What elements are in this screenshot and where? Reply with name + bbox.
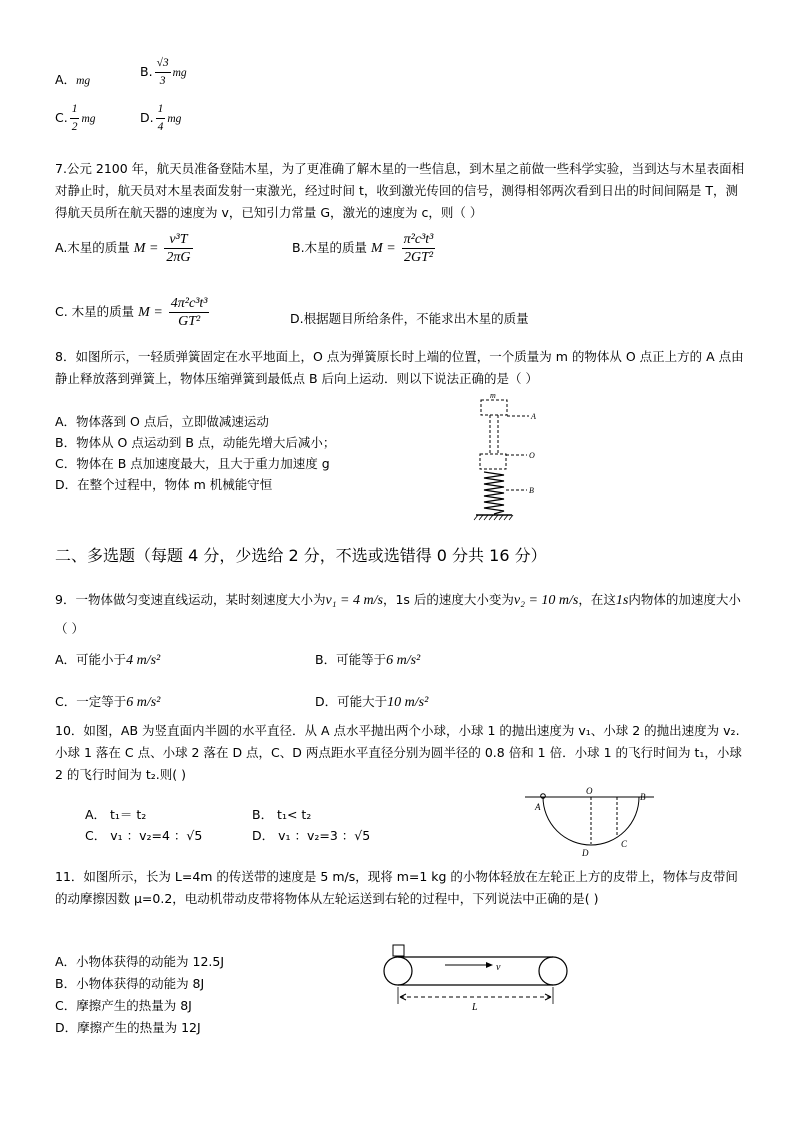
q8-options xyxy=(55,411,335,495)
q11-arrow-head xyxy=(486,962,493,968)
q7-stem: 7.公元 2100 年，航天员准备登陆木星，为了更准确了解木星的一些信息，到木星之前做一些科学实验，当到达与木星表面相对静止时，航天员对木星表面发射一束激光，经过时间 t，收到激光传回的信号，测得相邻两次看到日出的时间间隔是 T，测得航天员所在航天器的速度为 v，已知引力常量 G，激光的速度为 c，则（ ） xyxy=(55,161,745,220)
q8-box-at-o xyxy=(480,454,506,469)
q8-option-c: C．物体在 B 点加速度最大，且大于重力加速度 g xyxy=(55,456,330,471)
q8-box-at-a xyxy=(481,400,507,415)
q6-b-fraction xyxy=(155,56,171,89)
q7-option-a xyxy=(55,232,195,265)
q6-c-tail: mg xyxy=(81,113,96,125)
q6-c-num: 1 xyxy=(70,102,80,119)
q6-d-num: 1 xyxy=(156,102,166,119)
q9-c-text: C．一定等于 xyxy=(55,694,127,709)
q9-v2: v₂ = 10 m/s xyxy=(513,593,579,608)
q9-stem-part1: 9．一物体做匀变速直线运动，某时刻速度大小为 xyxy=(55,592,326,607)
q7-c-den: GT² xyxy=(178,314,201,329)
q7-b-text: B.木星的质量 xyxy=(292,240,368,255)
q6-d-tail: mg xyxy=(167,113,182,125)
q9-d-text: D．可能大于 xyxy=(315,694,388,709)
q11-option-d: D．摩擦产生的热量为 12J xyxy=(55,1020,201,1035)
q9-stem-part3: ，在这 xyxy=(578,592,616,607)
q7-a-lhs: M = xyxy=(133,241,159,256)
q7-c-fraction xyxy=(169,296,210,329)
q9-a-text: A．可能小于 xyxy=(55,652,127,667)
q10-option-b: B． t₁< t₂ xyxy=(252,807,312,822)
q9-d-val: 10 m/s² xyxy=(387,695,429,710)
q10-label-b: B xyxy=(640,792,646,802)
q11-conveyor-figure xyxy=(380,942,575,1017)
q10-option-c: C． v₁ ：v₂=4 ：√5 xyxy=(85,828,203,843)
q11-stem: 11．如图所示，长为 L=4m 的传送带的速度是 5 m/s，现将 m=1 kg 的小物体轻放在左轮正上方的皮带上，物体与皮带间的动摩擦因数 μ=0.2，电动机带动皮带将物体从左轮运送到右轮的过程中，下列说法中正确的是( ) xyxy=(55,869,738,906)
section2-title: 二、多选题（每题 4 分，少选给 2 分，不选或选错得 0 分共 16 分） xyxy=(55,546,547,565)
q9-a-val: 4 m/s² xyxy=(126,653,161,668)
q6-b-label: B. xyxy=(140,64,153,79)
q6-c-den: 2 xyxy=(71,121,78,133)
q7-a-den: 2πG xyxy=(166,250,191,265)
q8-label-m: m xyxy=(490,391,496,400)
q11-label-v: v xyxy=(496,962,501,973)
q9-stem xyxy=(55,586,745,643)
q7-b-fraction xyxy=(402,232,436,265)
q11-right-wheel xyxy=(539,957,567,985)
q9-v1: v₁ = 4 m/s xyxy=(325,593,383,608)
q10-semicircle-figure xyxy=(525,783,665,863)
q7-option-c xyxy=(55,296,211,329)
q10-option-d: D． v₁ ：v₂=3 ：√5 xyxy=(252,828,371,843)
q9-b-val: 6 m/s² xyxy=(386,653,421,668)
q9-b-text: B．可能等于 xyxy=(315,652,387,667)
q8-label-b: B xyxy=(529,486,534,495)
q6-a-expr: mg xyxy=(76,75,91,87)
q6-b-num: √3 xyxy=(155,56,171,73)
q7-a-text: A.木星的质量 xyxy=(55,240,130,255)
q9-option-b xyxy=(315,650,420,669)
q10-label-o: O xyxy=(586,786,593,796)
q8-stem: 8．如图所示，一轻质弹簧固定在水平地面上，O 点为弹簧原长时上端的位置，一个质量为 m 的物体从 O 点正上方的 A 点由静止释放落到弹簧上，物体压缩弹簧到最低点 B 后向上运动．则以下说法正确的是（ ） xyxy=(55,349,744,386)
q6-b-den: 3 xyxy=(159,75,166,87)
q6-option-d xyxy=(140,102,181,135)
q7-c-lhs: M = xyxy=(138,305,163,320)
q10-stem: 10．如图，AB 为竖直面内半圆的水平直径．从 A 点水平抛出两个小球，小球 1 的抛出速度为 v₁、小球 2 的抛出速度为 v₂.小球 1 落在 C 点、小球 2 落在 D 点，C、D 两点距水平直径分别为圆半径的 0.8 倍和 1 倍．小球 1 的飞行时间为 t₁，小球 2 的飞行时间为 t₂.则( ) xyxy=(55,723,742,782)
q6-option-b xyxy=(140,56,187,89)
q9-t: 1s xyxy=(615,593,629,608)
q9-option-d xyxy=(315,692,428,711)
q8-option-b: B．物体从 O 点运动到 B 点，动能先增大后减小； xyxy=(55,435,336,450)
q8-label-a: A xyxy=(531,412,536,421)
q7-option-d: D.根据题目所给条件，不能求出木星的质量 xyxy=(290,311,529,326)
q7-b-den: 2GT² xyxy=(403,250,434,265)
q7-a-num: v³T xyxy=(164,232,192,249)
q7-c-num: 4π²c³t³ xyxy=(170,296,208,311)
q10-label-c: C xyxy=(621,839,628,849)
q6-a-label: A． xyxy=(55,72,77,87)
q8-option-d: D．在整个过程中，物体 m 机械能守恒 xyxy=(55,477,273,492)
q6-d-den: 4 xyxy=(157,121,164,133)
q6-option-a xyxy=(55,70,90,88)
q11-block xyxy=(393,945,404,956)
q6-option-c xyxy=(55,102,96,135)
q9-option-c xyxy=(55,692,160,711)
q9-c-val: 6 m/s² xyxy=(126,695,161,710)
q10-label-d: D xyxy=(582,848,589,858)
q7-c-text: C. 木星的质量 xyxy=(55,304,135,319)
q11-option-c: C．摩擦产生的热量为 8J xyxy=(55,998,192,1013)
q6-b-tail: mg xyxy=(172,67,187,79)
q8-spring xyxy=(484,472,504,514)
q7-option-b xyxy=(292,232,437,265)
q8-spring-figure xyxy=(470,392,560,527)
q9-stem-part2: ，1s 后的速度大小变为 xyxy=(382,592,514,607)
q7-b-lhs: M = xyxy=(371,241,396,256)
q7-b-num: π²c³t³ xyxy=(403,232,434,247)
q10-label-a: A xyxy=(535,802,541,812)
q11-option-b: B．小物体获得的动能为 8J xyxy=(55,976,205,991)
q9-stem-part4: 内物体的加速度大小（ ） xyxy=(55,592,741,636)
q11-option-a: A．小物体获得的动能为 12.5J xyxy=(55,954,225,969)
q6-c-label: C. xyxy=(55,110,68,125)
q8-label-o: O xyxy=(529,451,535,460)
q8-option-a: A．物体落到 O 点后，立即做减速运动 xyxy=(55,414,269,429)
q11-label-l: L xyxy=(472,1002,478,1013)
q6-d-label: D. xyxy=(140,110,154,125)
q6-d-fraction xyxy=(156,102,166,135)
q7-a-fraction xyxy=(164,232,192,265)
q11-options xyxy=(55,951,224,1039)
q9-option-a xyxy=(55,650,160,669)
q11-left-wheel xyxy=(384,957,412,985)
q6-c-fraction xyxy=(70,102,80,135)
q10-option-a: A． t₁＝ t₂ xyxy=(85,807,147,822)
